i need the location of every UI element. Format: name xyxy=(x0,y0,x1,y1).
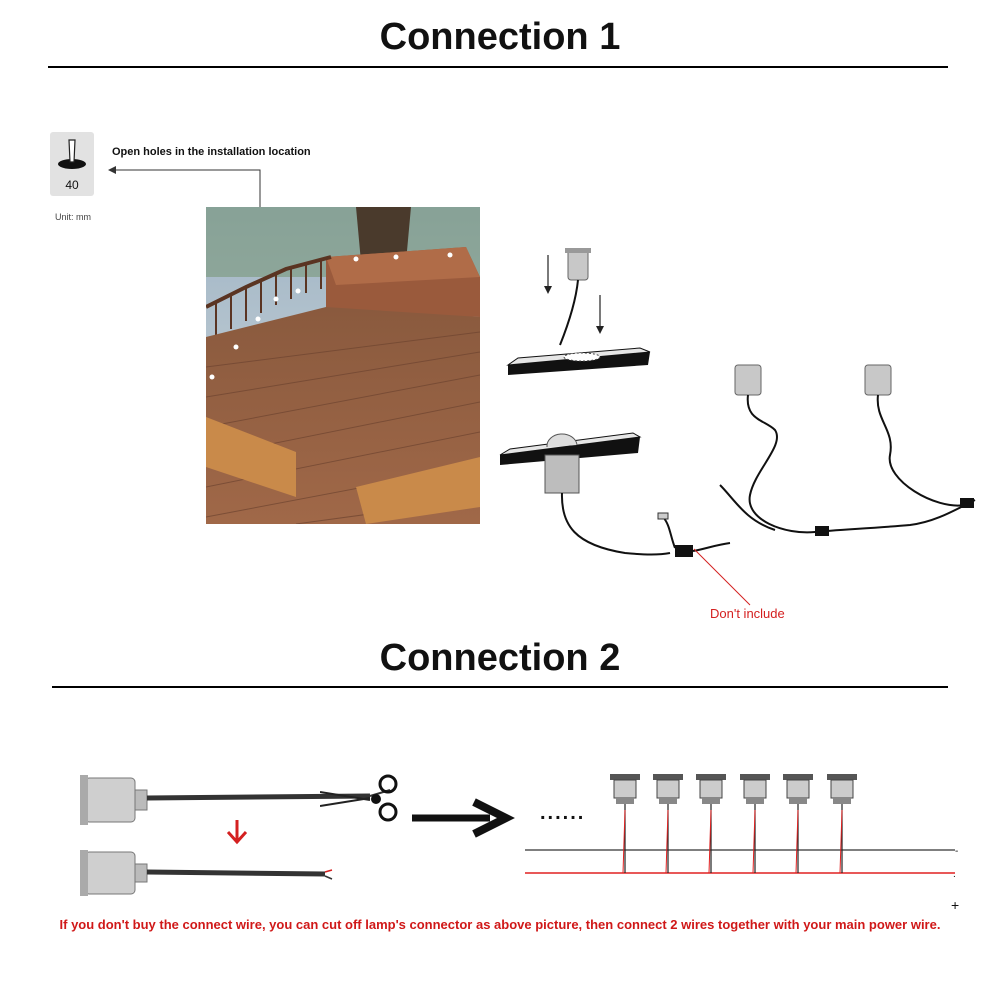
unit-label: Unit: mm xyxy=(55,212,91,222)
scissors-icon xyxy=(320,772,410,827)
red-down-arrow-icon xyxy=(222,818,252,848)
continuation-ellipsis: ...... xyxy=(540,802,586,824)
lamp-insertion-step-1 xyxy=(500,240,660,380)
deck-installation-photo xyxy=(206,207,480,524)
positive-terminal-icon: + xyxy=(951,897,960,910)
cut-wire-instruction: If you don't buy the connect wire, you can cut off lamp's connector as above picture, then connect 2 wires together with your main power wire. xyxy=(59,917,941,932)
dont-include-note: Don't include xyxy=(710,606,785,621)
connection-2-heading: Connection 2 xyxy=(379,637,621,679)
parallel-lamp xyxy=(610,774,640,873)
lamp-daisy-chain xyxy=(715,360,995,560)
open-holes-instruction: Open holes in the installation location xyxy=(112,146,311,158)
connection-1-heading: Connection 1 xyxy=(379,16,621,58)
dot-terminal-icon: . xyxy=(953,869,956,880)
connection-1-divider xyxy=(48,66,948,68)
parallel-lamp xyxy=(653,774,683,873)
dont-include-pointer xyxy=(690,545,760,610)
big-right-arrow-icon xyxy=(410,798,520,838)
hole-diameter-label: 40 xyxy=(65,178,79,192)
parallel-lamps-wiring xyxy=(525,770,970,910)
drill-hole-icon xyxy=(50,132,94,196)
connection-2-divider xyxy=(52,686,948,688)
parallel-lamp xyxy=(827,774,857,873)
parallel-lamp xyxy=(740,774,770,873)
parallel-lamp xyxy=(696,774,726,873)
lamp-cut-wire xyxy=(70,848,340,898)
negative-terminal-icon: - xyxy=(955,846,959,857)
parallel-lamp xyxy=(783,774,813,873)
